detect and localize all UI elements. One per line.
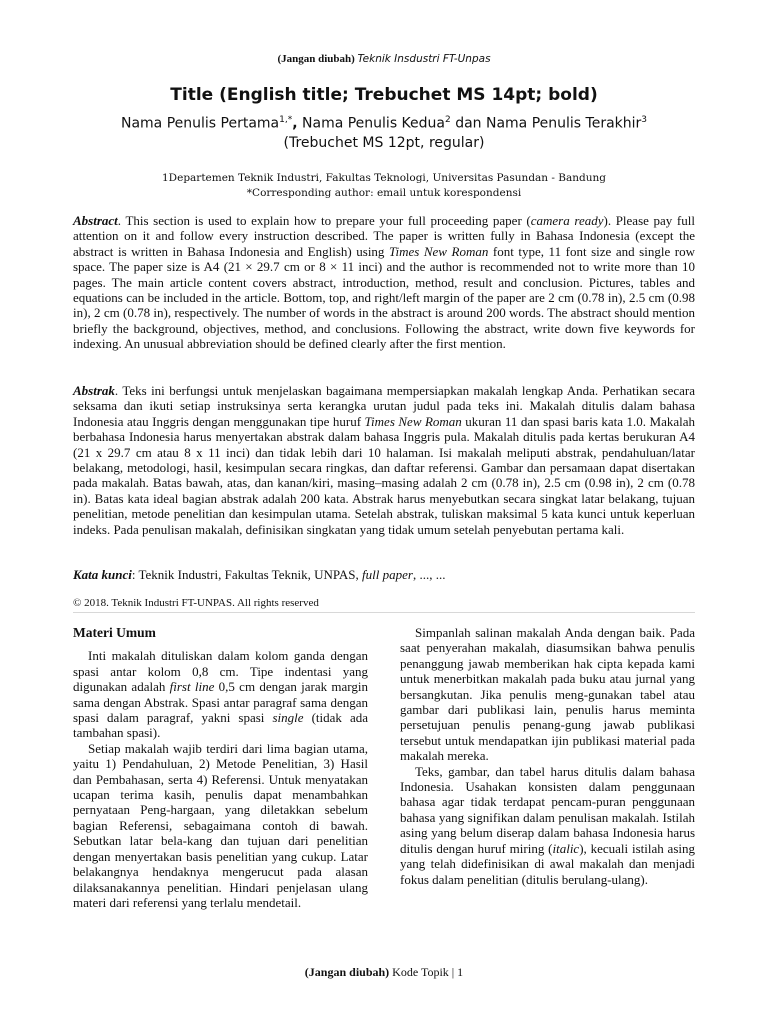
- author-2-sup: 2: [445, 115, 451, 125]
- left-p1-text-b: 0,5 cm dengan jarak margin sama dengan Abstrak. Spasi antar paragraf sama dengan spasi dalam paragraf, yakni spasi: [73, 679, 369, 726]
- author-sep-1: ,: [292, 115, 298, 132]
- abstrak-text-2: ukuran 11 dan spasi baris kata 1.0. Makalah berbahasa Indonesia harus menyertakan abstrak dalam bahasa Inggris pula. Makalah ditulis pada kertas berukuran A4 (21 x 29.7 cm atau 8 x 11 inci) dan tidak lebih dari 10 halaman. Isi makalah meliputi abstrak, pendahuluan/latar belakang, metodologi, hasil, kesimpulan secara ringkas, dan daftar referensi. Gambar dan persamaan dapat disertakan pada makalah. Batas bawah, atas, dan kanan/kiri, masing–masing adalah 2 cm (0.78 in), 2.5 cm (0.98 in), 2 cm (0.78 in). Batas kata ideal bagian abstrak adalah 200 kata. Abstrak harus menyebutkan secara singkat latar belakang, tujuan penelitian, metode penelitian dan kesimpulan utama. Setelah abstrak, tuliskan maksimal 5 kata kunci untuk keperluan indeks. Pada penulisan makalah, definisikan singkatan yang tidak umum setelah penyebutan pertama kali.: [73, 413, 695, 537]
- author-3-sup: 3: [641, 115, 648, 125]
- abstract-text-2: ). Please pay full attention on it and follow every instruction described. The paper is written fully in Bahasa Indonesia (except the abstract is written in Bahasa Indonesia and English) using: [73, 213, 695, 259]
- right-paragraph-2: [400, 764, 695, 887]
- keywords-text: : Teknik Industri, Fakultas Teknik, UNPAS,: [131, 567, 363, 582]
- section-heading: Materi Umum: [73, 625, 156, 640]
- right-p2-text-a: Teks, gambar, dan tabel harus ditulis dalam bahasa Indonesia. Usahakan konsisten dalam penggunaan bahasa agar tidak terdapat pencam-puran penggunaan bahasa yang signifikan dalam penulisan makalah. Istilah asing yang belum diserap dalam bahasa Indonesia harus ditulis dengan huruf miring (: [400, 763, 695, 856]
- left-p1-em-1: first line: [169, 679, 215, 695]
- abstrak-text-1: . Teks ini berfungsi untuk menjelaskan bagaimana mempersiapkan makalah lengkap Anda. Perhatikan secara seksama dan ikuti setiap instruksinya serta kerangka urutan judul pada teks ini. Makalah ditulis dalam bahasa Indonesia atau Inggris dengan menggunakan tipe huruf: [73, 383, 695, 429]
- divider: [73, 612, 695, 613]
- author-1-sup: 1,*: [279, 115, 293, 125]
- corresponding-author: *Corresponding author: email untuk korespondensi: [246, 187, 522, 199]
- right-p2-text-b: ), kecuali istilah asing yang telah didefinisikan di awal makalah dan menjadi fokus dalam penelitian (ditulis berulang-ulang).: [400, 840, 695, 887]
- abstract-text-1: . This section is used to explain how to prepare your full proceeding paper (: [117, 213, 531, 228]
- abstrak-em-1: Times New Roman: [364, 413, 462, 429]
- footer-topic: Kode Topik | 1: [392, 965, 464, 979]
- left-p1-em-2: single: [272, 710, 304, 726]
- abstract-indonesian: [73, 383, 695, 537]
- author-style-note: (Trebuchet MS 12pt, regular): [283, 134, 485, 151]
- running-header: [73, 53, 695, 65]
- abstract-em-2: Times New Roman: [388, 243, 489, 259]
- abstract-em-1: camera ready: [530, 213, 604, 228]
- copyright-line: © 2018. Teknik Industri FT-UNPAS. All rights reserved: [73, 597, 319, 609]
- right-paragraph-1: Simpanlah salinan makalah Anda dengan baik. Pada saat penyerahan makalah, diasumsikan bahwa penulis penanggung jawab memberikan hak cipta kepada kami untuk menerbitkan makalah pada buku atau jurnal yang bersangkutan. Jika penulis meng-gunakan tabel atau gambar dari publikasi lain, penulis harus meminta persetujuan penulis penang-gung jawab publikasi tersebut untuk mendapatkan ijin publikasi material pada makalah mereka.: [400, 625, 695, 764]
- left-paragraph-1: [73, 648, 368, 740]
- affiliation: [73, 171, 695, 201]
- left-column: [73, 625, 368, 910]
- page-footer: [73, 965, 695, 980]
- keywords-em: full paper: [362, 567, 413, 582]
- right-column: [400, 625, 695, 887]
- left-p1-text-c: (tidak ada tambahan spasi).: [73, 710, 368, 741]
- author-list: [73, 111, 695, 153]
- paper-page: [73, 0, 695, 1024]
- header-journal: Teknik Insdustri FT-Unpas: [357, 53, 491, 65]
- left-paragraph-2: Setiap makalah wajib terdiri dari lima bagian utama, yaitu 1) Pendahuluan, 2) Metode Penelitian, 3) Hasil dan Pembahasan, serta 4) Referensi. Untuk menyatakan ucapan terima kasih, penulis dapat menambahkan pernyataan Peng-hargaan, yang diletakkan sebelum bagian Referensi, sebagaimana contoh di bawah. Sebutkan latar bela-kang dan tujuan dari penelitian dengan menyertakan basis penelitian yang cukup. Latar belakangnya hendaknya mengerucut pada alasan dilaksanakannya penelitian. Hindari penjelasan ulang materi dari referensi yang terlalu mendetail.: [73, 740, 368, 910]
- abstract-label: Abstract: [73, 213, 118, 228]
- right-p2-em: italic: [552, 840, 580, 856]
- abstract-english: [73, 213, 695, 352]
- abstract-text-3: font type, 11 font size and single row space. The paper size is A4 (21 × 29.7 cm or 8 × 11 inci) and the author is recommended not to write more than 10 pages. The main article content covers abstract, introduction, method, result and conclusion. Pictures, tables and equations can be included in the article. Bottom, top, and right/left margin of the paper are 2 cm (0.78 in), 2.5 cm (0.98 in), 2 cm (0.78 in), respectively. The number of words in the abstract is around 200 words. The abstract should mention briefly the background, objectives, method, and conclusions. Following the abstract, write down five keywords for indexing. An unusual abbreviation should be defined clearly after the first mention.: [73, 243, 695, 352]
- keywords-tail: , ..., ...: [412, 567, 446, 582]
- header-note: (Jangan diubah): [277, 53, 355, 65]
- author-1: Nama Penulis Pertama: [120, 115, 280, 132]
- author-sep-2: dan: [455, 115, 482, 132]
- keywords-label: Kata kunci: [73, 567, 132, 582]
- footer-note: (Jangan diubah): [304, 965, 390, 979]
- affiliation-dept: 1Departemen Teknik Industri, Fakultas Teknologi, Universitas Pasundan - Bandung: [162, 172, 606, 184]
- author-3: Nama Penulis Terakhir: [485, 115, 642, 132]
- keywords: [73, 567, 695, 583]
- author-2: Nama Penulis Kedua: [302, 115, 445, 132]
- abstrak-label: Abstrak: [73, 383, 115, 398]
- left-p1-text-a: Inti makalah dituliskan dalam kolom ganda dengan spasi antar kolom 0,8 cm. Tipe indentasi yang digunakan adalah: [73, 648, 368, 695]
- paper-title: Title (English title; Trebuchet MS 14pt; bold): [170, 85, 598, 105]
